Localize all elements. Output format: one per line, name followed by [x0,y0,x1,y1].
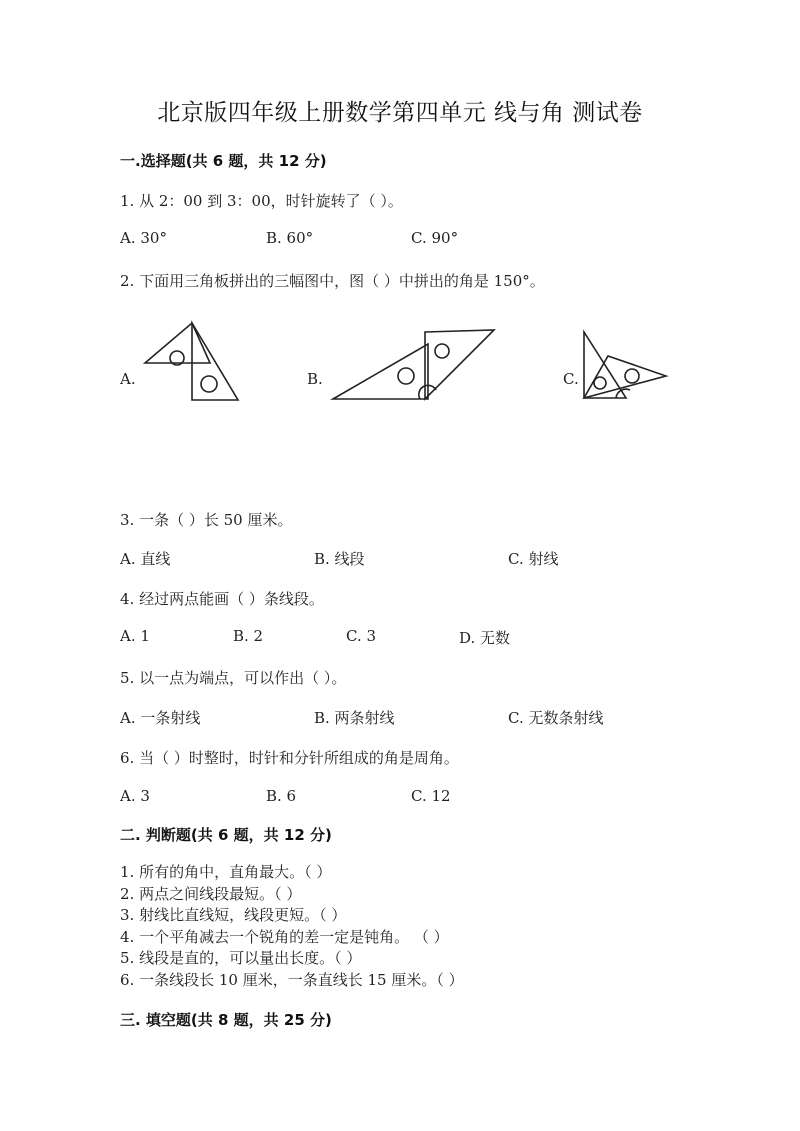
tf-item-4: 4. 一个平角减去一个锐角的差一定是钝角。 （ ） [120,927,449,946]
tf-item-1: 1. 所有的角中，直角最大。（ ） [120,863,332,881]
q4-option-b: B. 2 [233,627,264,645]
q3-option-c: C. 射线 [508,550,559,568]
question-2: 2. 下面用三角板拼出的三幅图中，图（ ）中拼出的角是 150°。 [120,272,545,290]
tf-item-6: 6. 一条线段长 10 厘米，一条直线长 15 厘米。（ ） [120,970,464,989]
tf-item-2: 2. 两点之间线段最短。（ ） [120,884,302,903]
question-3: 3. 一条（ ）长 50 厘米。 [120,511,293,529]
q5-option-c: C. 无数条射线 [508,709,604,727]
question-1: 1. 从 2：00 到 3：00，时针旋转了（ ）。 [120,192,403,210]
q1-option-a: A. 30° [120,229,167,247]
section-heading-choice: 一.选择题(共 6 题，共 12 分) [120,152,327,170]
q6-option-b: B. 6 [266,787,297,805]
q2-option-b: B. [307,370,323,388]
tf-item-5: 5. 线段是直的，可以量出长度。（ ） [120,949,362,967]
triangle-figure-c [578,326,670,406]
q2-option-c: C. [563,370,579,388]
q2-option-a: A. [120,370,136,388]
tf-item-3: 3. 射线比直线短，线段更短。（ ） [120,906,347,924]
q4-option-a: A. 1 [120,627,150,645]
triangle-figure-a [140,318,250,408]
section-heading-fill-blank: 三. 填空题(共 8 题，共 25 分) [120,1011,332,1029]
q6-option-a: A. 3 [120,787,150,805]
q4-option-d: D. 无数 [459,629,511,647]
q5-option-b: B. 两条射线 [314,709,395,727]
q3-option-b: B. 线段 [314,550,365,568]
q3-option-a: A. 直线 [120,550,171,568]
question-4: 4. 经过两点能画（ ）条线段。 [120,590,324,608]
q1-option-c: C. 90° [411,229,459,247]
q4-option-c: C. 3 [346,627,377,645]
section-heading-true-false: 二. 判断题(共 6 题，共 12 分) [120,826,332,844]
q5-option-a: A. 一条射线 [120,709,201,727]
question-5: 5. 以一点为端点，可以作出（ ）。 [120,669,347,687]
triangle-figure-b [328,324,500,408]
q6-option-c: C. 12 [411,787,451,805]
question-6: 6. 当（ ）时整时，时针和分针所组成的角是周角。 [120,749,459,767]
page-title: 北京版四年级上册数学第四单元 线与角 测试卷 [157,100,643,126]
q1-option-b: B. 60° [266,229,314,247]
